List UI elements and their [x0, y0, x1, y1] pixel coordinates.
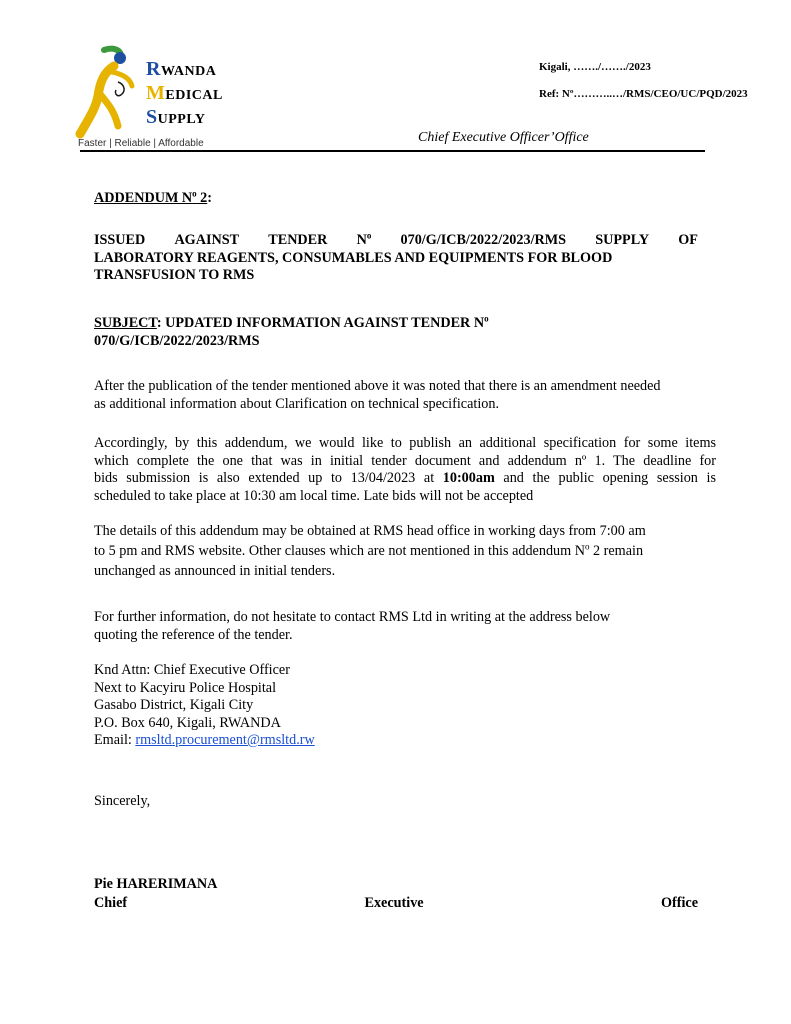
issued-against-heading [94, 232, 698, 285]
office-title: Chief Executive Officer’Office [418, 130, 589, 145]
address-location: Next to Kacyiru Police Hospital [94, 679, 277, 696]
email-link[interactable]: rmsltd.procurement@rmsltd.rw [135, 732, 315, 748]
reference-line: Ref: Nº………..…/RMS/CEO/UC/PQD/2023 [539, 88, 748, 100]
paragraph-details: The details of this addendum may be obtained at RMS head office in working days from 7:00 am to 5 pm and RMS website. Other clauses which are not mentioned in this addendum $N^o$ 2 remain unchanged as announced in initial tenders. [94, 523, 646, 579]
addendum-title: ADDENDUM $N^o$ 2: [94, 188, 212, 206]
signatory-name: Pie HARERIMANA [94, 876, 218, 892]
address-email-row: Email: rmsltd.procurement@rmsltd.rw [94, 732, 315, 748]
address-block [94, 662, 494, 750]
issued-line-1: ISSUED AGAINST TENDER $N^o$ 070/G/ICB/2022/2023/RMS SUPPLY OF [94, 230, 698, 248]
deadline-time: 10:00am [442, 470, 495, 486]
address-district: Gasabo District, Kigali City [94, 697, 254, 713]
issued-line-3: TRANSFUSION TO RMS [94, 267, 255, 283]
issued-line-2: LABORATORY REAGENTS, CONSUMABLES AND EQUIPMENTS FOR BLOOD [94, 249, 613, 266]
subject-label: SUBJECT [94, 315, 157, 331]
paragraph-publication: After the publication of the tender mentioned above it was noted that there is an amendment needed as additional information about Clarification on technical specification. [94, 378, 661, 412]
logo-tagline: Faster | Reliable | Affordable [78, 138, 204, 149]
address-po-box: P.O. Box 640, Kigali, RWANDA [94, 714, 281, 731]
paragraph-accordingly: Accordingly, by this addendum, we would like to publish an additional specification for some items which complete the one that was in initial tender document and addendum nº 1. The deadline for bids submission is also extended up to 13/04/2023 at 10:00am and the public opening session is scheduled to take place at 10:30 am local time. Late bids will not be accepted [94, 435, 716, 504]
header-divider [80, 150, 705, 152]
rms-logo [70, 42, 230, 152]
subject-heading: SUBJECT: UPDATED INFORMATION AGAINST TENDER $N^o$ 070/G/ICB/2022/2023/RMS [94, 313, 489, 349]
runner-figure-icon [74, 42, 144, 142]
logo-word-supply: SUPPLY [146, 106, 206, 128]
logo-word-rwanda: RWANDA [146, 58, 217, 80]
logo-word-medical: MEDICAL [146, 82, 223, 104]
paragraph-further-info: For further information, do not hesitate to contact RMS Ltd in writing at the address below quoting the reference of the tender. [94, 609, 611, 643]
address-attn: Knd Attn: Chief Executive Officer [94, 662, 290, 678]
date-line: Kigali, ……./……./2023 [539, 61, 651, 73]
signatory-title: Chief Executive Office [94, 895, 698, 911]
closing-text: Sincerely, [94, 793, 151, 809]
